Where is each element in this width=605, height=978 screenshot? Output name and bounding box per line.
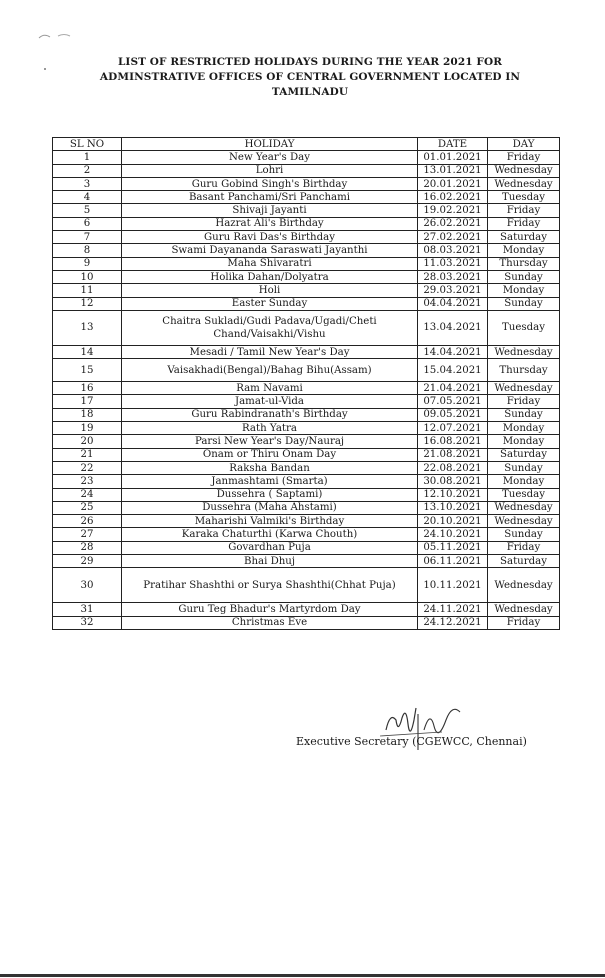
cell-day: Wednesday: [488, 501, 560, 514]
table-row: [53, 217, 560, 230]
cell-holiday: Karaka Chaturthi (Karwa Chouth): [122, 528, 418, 541]
cell-sl: 8: [53, 244, 122, 257]
cell-holiday: Guru Ravi Das's Birthday: [122, 231, 418, 244]
title-line-1: LIST OF RESTRICTED HOLIDAYS DURING THE YEAR 2021 FOR: [117, 56, 503, 68]
table-row: [53, 151, 560, 164]
cell-sl: 4: [53, 191, 122, 204]
cell-date: 13.04.2021: [418, 310, 488, 345]
table-row: [53, 310, 560, 345]
cell-sl: 17: [53, 395, 122, 408]
cell-sl: 16: [53, 382, 122, 395]
cell-sl: 18: [53, 408, 122, 421]
cell-sl: 6: [53, 217, 122, 230]
cell-sl: 12: [53, 297, 122, 310]
table-row: [53, 408, 560, 421]
cell-holiday: Easter Sunday: [122, 297, 418, 310]
cell-day: Monday: [488, 422, 560, 435]
table-row: [53, 475, 560, 488]
cell-day: Wednesday: [488, 382, 560, 395]
scan-mark: [38, 32, 72, 40]
cell-holiday: Guru Teg Bhadur's Martyrdom Day: [122, 603, 418, 616]
cell-date: 11.03.2021: [418, 257, 488, 270]
cell-date: 24.10.2021: [418, 528, 488, 541]
scan-dot: [44, 68, 46, 70]
cell-day: Sunday: [488, 528, 560, 541]
cell-date: 21.08.2021: [418, 448, 488, 461]
cell-sl: 1: [53, 151, 122, 164]
cell-sl: 11: [53, 284, 122, 297]
cell-day: Wednesday: [488, 177, 560, 190]
table-row: [53, 244, 560, 257]
cell-holiday: Maha Shivaratri: [122, 257, 418, 270]
cell-holiday: Onam or Thiru Onam Day: [122, 448, 418, 461]
cell-date: 20.10.2021: [418, 515, 488, 528]
cell-holiday: Vaisakhadi(Bengal)/Bahag Bihu(Assam): [122, 359, 418, 382]
cell-day: Wednesday: [488, 603, 560, 616]
signatory: Executive Secretary (CGEWCC, Chennai): [296, 735, 527, 748]
cell-holiday: Swami Dayananda Saraswati Jayanthi: [122, 244, 418, 257]
cell-date: 04.04.2021: [418, 297, 488, 310]
table-row: [53, 461, 560, 474]
table-row: [53, 541, 560, 554]
cell-date: 19.02.2021: [418, 204, 488, 217]
signature: [372, 690, 492, 770]
cell-day: Sunday: [488, 408, 560, 421]
cell-holiday: New Year's Day: [122, 151, 418, 164]
cell-sl: 13: [53, 310, 122, 345]
cell-holiday: Pratihar Shashthi or Surya Shashthi(Chhat Puja): [122, 568, 418, 603]
cell-day: Saturday: [488, 448, 560, 461]
cell-day: Tuesday: [488, 191, 560, 204]
table-row: [53, 395, 560, 408]
cell-day: Wednesday: [488, 345, 560, 358]
cell-day: Saturday: [488, 555, 560, 568]
cell-date: 16.08.2021: [418, 435, 488, 448]
table-row: [53, 204, 560, 217]
header-sl-no: SL NO: [53, 138, 122, 151]
table-row: [53, 345, 560, 358]
table-row: [53, 284, 560, 297]
table-row: [53, 231, 560, 244]
cell-day: Friday: [488, 204, 560, 217]
cell-sl: 7: [53, 231, 122, 244]
title-line-2: ADMINSTRATIVE OFFICES OF CENTRAL GOVERNMENT LOCATED IN: [99, 71, 521, 83]
table-row: [53, 568, 560, 603]
table-row: [53, 435, 560, 448]
table-row: [53, 488, 560, 501]
cell-holiday: Janmashtami (Smarta): [122, 475, 418, 488]
table-row: [53, 297, 560, 310]
cell-day: Thursday: [488, 359, 560, 382]
holiday-table: [52, 137, 560, 630]
title-line-3: TAMILNADU: [271, 86, 349, 98]
cell-sl: 30: [53, 568, 122, 603]
cell-holiday: Maharishi Valmiki's Birthday: [122, 515, 418, 528]
cell-day: Tuesday: [488, 488, 560, 501]
table-row: [53, 422, 560, 435]
page-bottom-edge: [0, 974, 605, 977]
table-row: [53, 257, 560, 270]
cell-day: Friday: [488, 616, 560, 629]
cell-day: Tuesday: [488, 310, 560, 345]
cell-day: Friday: [488, 217, 560, 230]
cell-sl: 25: [53, 501, 122, 514]
cell-date: 28.03.2021: [418, 270, 488, 283]
table-row: [53, 616, 560, 629]
cell-date: 14.04.2021: [418, 345, 488, 358]
header-day: DAY: [488, 138, 560, 151]
cell-sl: 9: [53, 257, 122, 270]
cell-date: 24.12.2021: [418, 616, 488, 629]
table-row: [53, 528, 560, 541]
holiday-rows: [53, 151, 560, 630]
table-row: [53, 603, 560, 616]
cell-holiday: Chaitra Sukladi/Gudi Padava/Ugadi/Cheti Chand/Vaisakhi/Vishu: [122, 310, 418, 345]
cell-date: 06.11.2021: [418, 555, 488, 568]
cell-sl: 15: [53, 359, 122, 382]
cell-sl: 28: [53, 541, 122, 554]
cell-date: 09.05.2021: [418, 408, 488, 421]
cell-date: 01.01.2021: [418, 151, 488, 164]
cell-date: 16.02.2021: [418, 191, 488, 204]
cell-sl: 24: [53, 488, 122, 501]
cell-sl: 14: [53, 345, 122, 358]
cell-sl: 31: [53, 603, 122, 616]
cell-date: 22.08.2021: [418, 461, 488, 474]
table-row: [53, 270, 560, 283]
header-holiday: HOLIDAY: [122, 138, 418, 151]
table-row: [53, 382, 560, 395]
cell-sl: 20: [53, 435, 122, 448]
table-header-row: [53, 138, 560, 151]
cell-date: 07.05.2021: [418, 395, 488, 408]
table-row: [53, 555, 560, 568]
cell-holiday: Parsi New Year's Day/Nauraj: [122, 435, 418, 448]
cell-holiday: Shivaji Jayanti: [122, 204, 418, 217]
cell-day: Wednesday: [488, 164, 560, 177]
cell-day: Saturday: [488, 231, 560, 244]
cell-holiday: Ram Navami: [122, 382, 418, 395]
header-date: DATE: [418, 138, 488, 151]
table-row: [53, 515, 560, 528]
cell-day: Friday: [488, 541, 560, 554]
cell-holiday: Raksha Bandan: [122, 461, 418, 474]
cell-sl: 5: [53, 204, 122, 217]
table-row: [53, 177, 560, 190]
cell-date: 13.10.2021: [418, 501, 488, 514]
cell-holiday: Bhai Dhuj: [122, 555, 418, 568]
cell-holiday: Lohri: [122, 164, 418, 177]
cell-day: Wednesday: [488, 568, 560, 603]
cell-sl: 23: [53, 475, 122, 488]
cell-date: 20.01.2021: [418, 177, 488, 190]
cell-holiday: Jamat-ul-Vida: [122, 395, 418, 408]
cell-holiday: Rath Yatra: [122, 422, 418, 435]
cell-sl: 22: [53, 461, 122, 474]
table-row: [53, 448, 560, 461]
cell-date: 30.08.2021: [418, 475, 488, 488]
cell-day: Sunday: [488, 461, 560, 474]
table-row: [53, 164, 560, 177]
cell-day: Friday: [488, 151, 560, 164]
cell-sl: 27: [53, 528, 122, 541]
cell-holiday: Christmas Eve: [122, 616, 418, 629]
cell-holiday: Basant Panchami/Sri Panchami: [122, 191, 418, 204]
cell-date: 08.03.2021: [418, 244, 488, 257]
cell-day: Monday: [488, 435, 560, 448]
cell-date: 10.11.2021: [418, 568, 488, 603]
cell-day: Sunday: [488, 270, 560, 283]
cell-date: 13.01.2021: [418, 164, 488, 177]
cell-holiday: Holi: [122, 284, 418, 297]
cell-sl: 19: [53, 422, 122, 435]
cell-day: Friday: [488, 395, 560, 408]
cell-sl: 3: [53, 177, 122, 190]
cell-day: Monday: [488, 475, 560, 488]
cell-day: Thursday: [488, 257, 560, 270]
cell-date: 12.07.2021: [418, 422, 488, 435]
cell-date: 12.10.2021: [418, 488, 488, 501]
cell-date: 26.02.2021: [418, 217, 488, 230]
cell-sl: 2: [53, 164, 122, 177]
cell-holiday: Dussehra (Maha Ahstami): [122, 501, 418, 514]
cell-day: Sunday: [488, 297, 560, 310]
cell-sl: 10: [53, 270, 122, 283]
cell-holiday: Mesadi / Tamil New Year's Day: [122, 345, 418, 358]
cell-date: 24.11.2021: [418, 603, 488, 616]
cell-sl: 21: [53, 448, 122, 461]
document-title: [60, 55, 560, 100]
cell-holiday: Holika Dahan/Dolyatra: [122, 270, 418, 283]
cell-sl: 32: [53, 616, 122, 629]
cell-date: 29.03.2021: [418, 284, 488, 297]
table-row: [53, 501, 560, 514]
cell-day: Monday: [488, 244, 560, 257]
cell-date: 05.11.2021: [418, 541, 488, 554]
table-row: [53, 191, 560, 204]
cell-sl: 29: [53, 555, 122, 568]
cell-holiday: Dussehra ( Saptami): [122, 488, 418, 501]
cell-holiday: Hazrat Ali's Birthday: [122, 217, 418, 230]
cell-date: 15.04.2021: [418, 359, 488, 382]
cell-holiday: Govardhan Puja: [122, 541, 418, 554]
cell-holiday: Guru Rabindranath's Birthday: [122, 408, 418, 421]
cell-date: 27.02.2021: [418, 231, 488, 244]
cell-day: Monday: [488, 284, 560, 297]
cell-sl: 26: [53, 515, 122, 528]
cell-day: Wednesday: [488, 515, 560, 528]
cell-holiday: Guru Gobind Singh's Birthday: [122, 177, 418, 190]
cell-date: 21.04.2021: [418, 382, 488, 395]
table-row: [53, 359, 560, 382]
